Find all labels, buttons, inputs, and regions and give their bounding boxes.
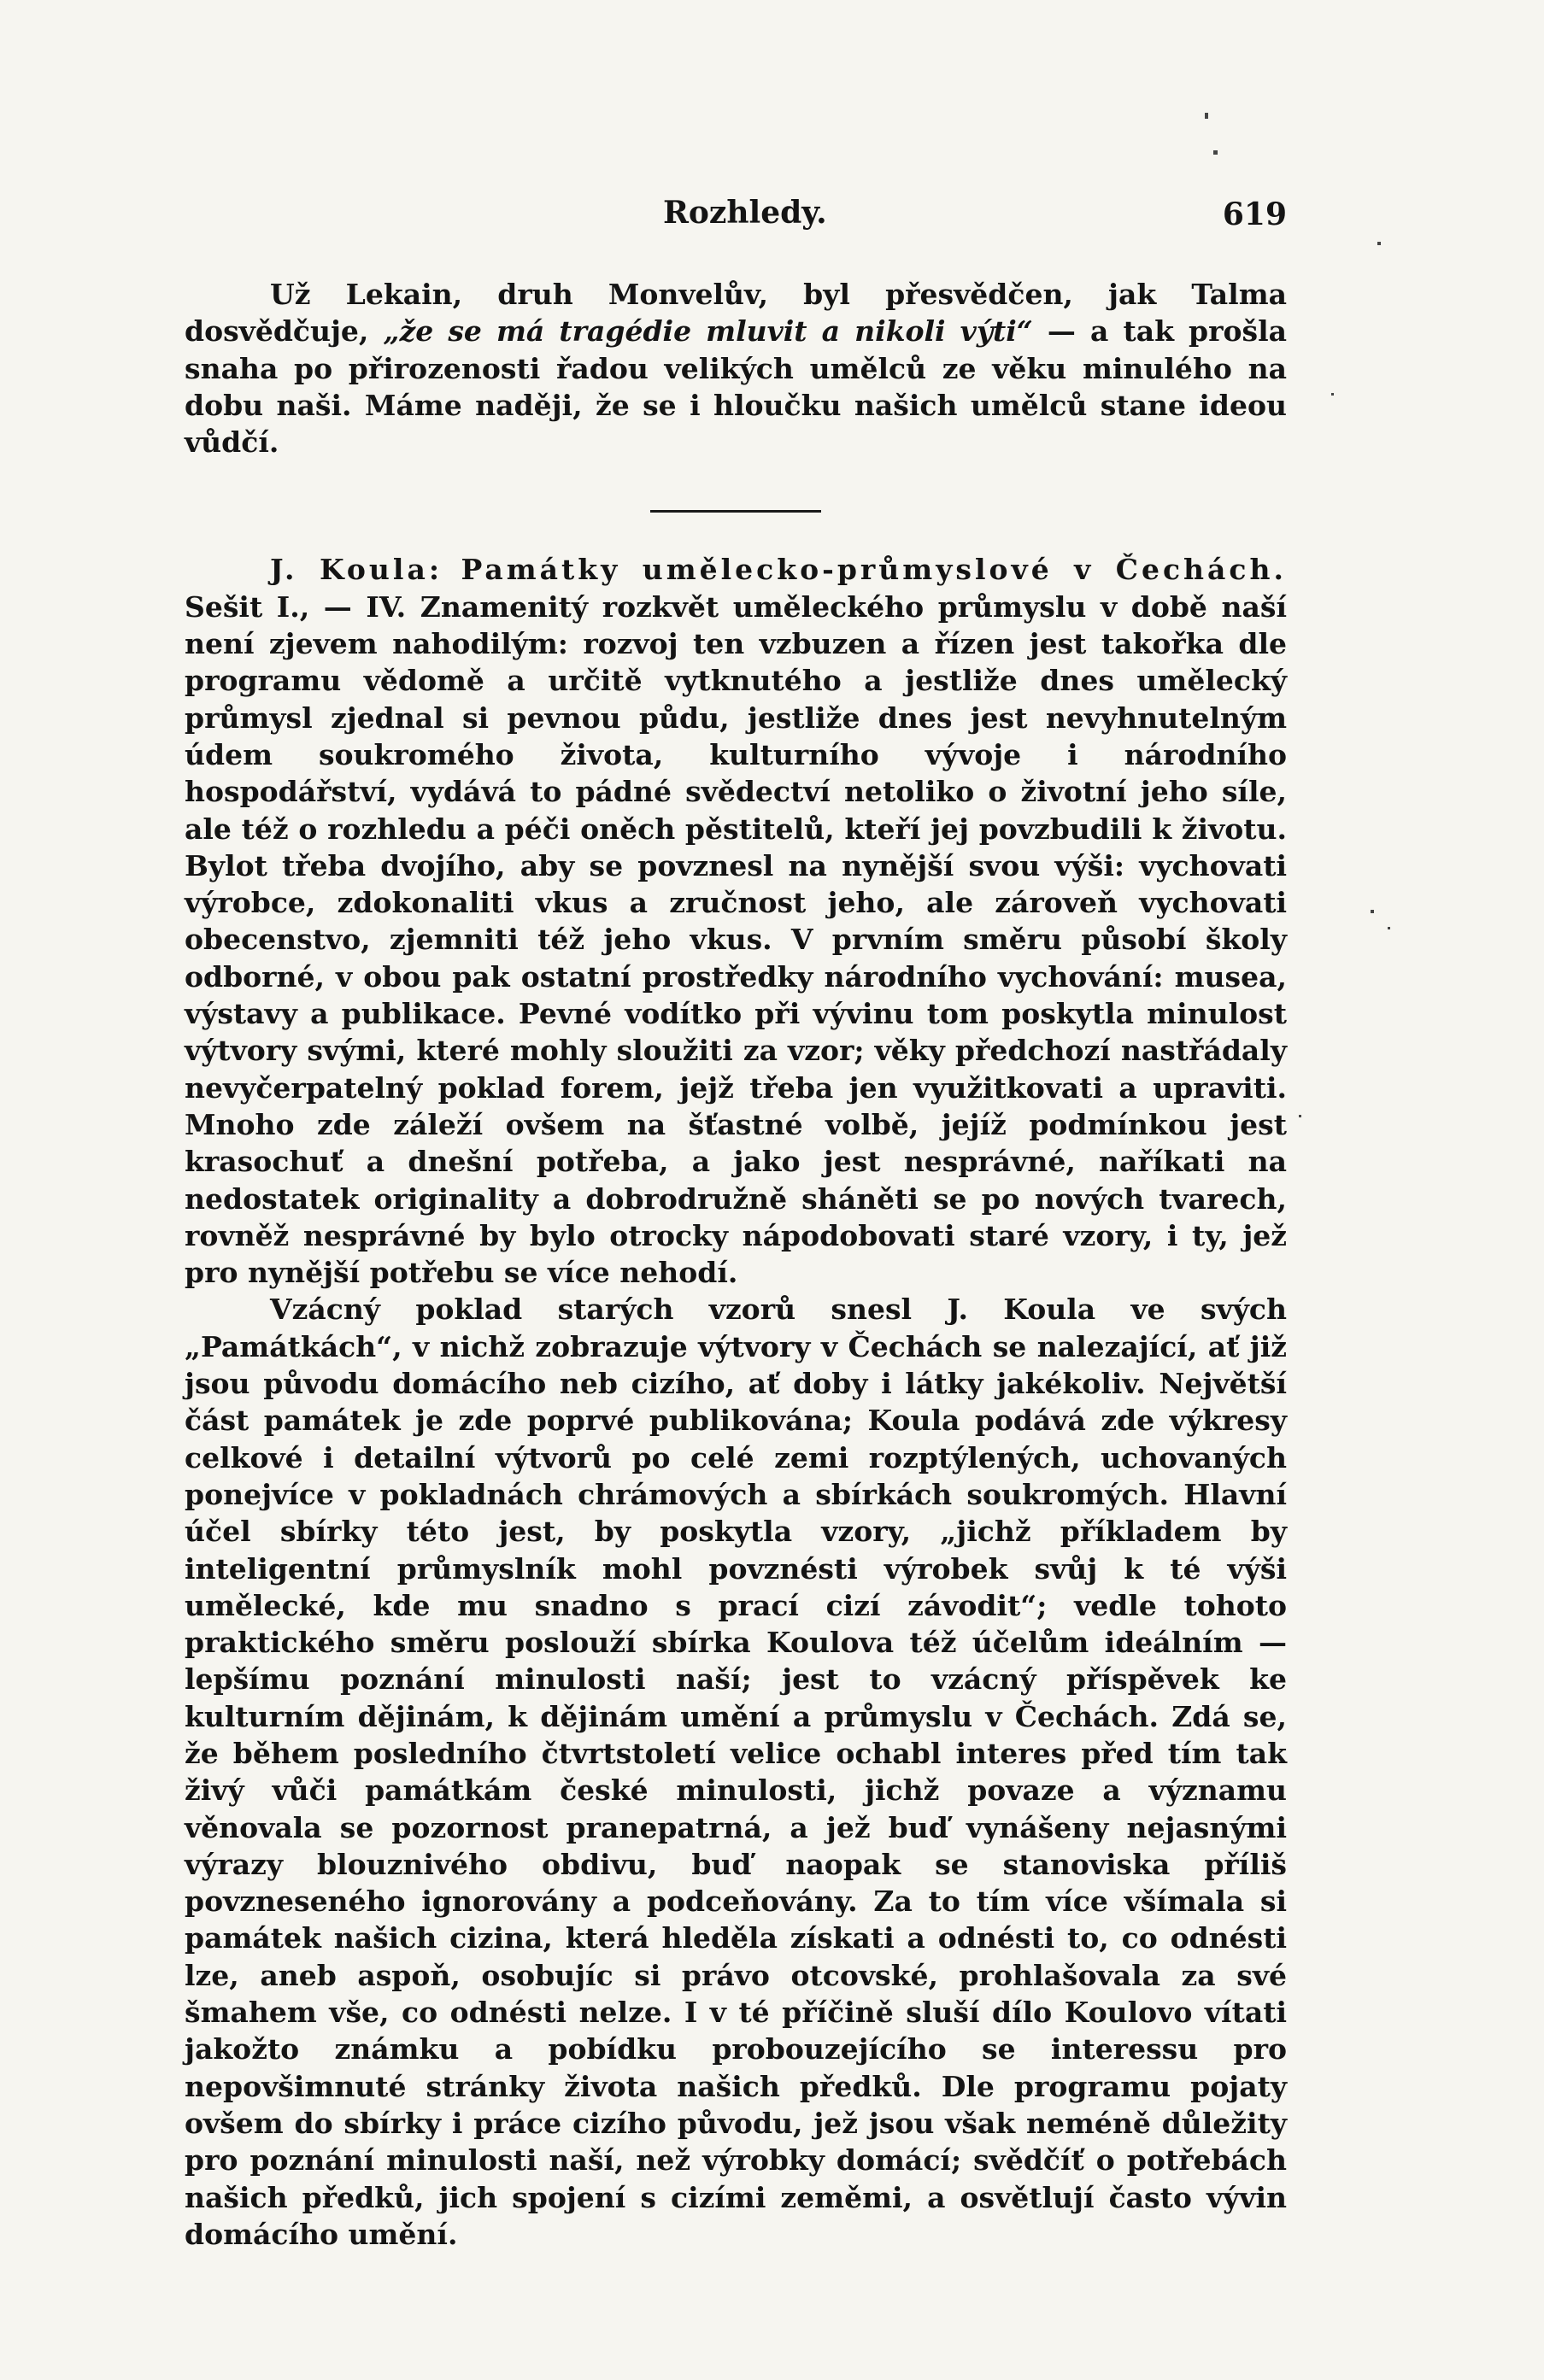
review-author: J. Koula: xyxy=(270,553,443,587)
section-divider xyxy=(650,510,821,513)
review-body: Znamenitý rozkvět uměleckého průmyslu v době naší není zjevem nahodilým: rozvoj ten vzbuzen a řízen jest takořka dle programu vědomě a určitě vytknutého a jestliže dnes umělecký průmysl zjednal si pevnou půdu, jestliže dnes jest nevyhnutelným údem soukromého života, kulturního vývoje i národního hospodářství, vydává to pádné svědectví netoliko o životní jeho síle, ale též o rozhledu a péči oněch pěstitelů, kteří jej povzbudili k životu. Bylot třeba dvojího, aby se povznesl na nynější svou výši: vychovati výrobce, zdokonaliti vkus a zručnost jeho, ale zároveň vychovati obecenstvo, zjemniti též jeho vkus. V prvním směru působí školy odborné, v obou pak ostatní prostředky národního vychování: musea, výstavy a publikace. Pevné vodítko při vývinu tom poskytla minulost výtvory svými, které mohly sloužiti za vzor; věky předchozí nastřádaly nevyčerpatelný poklad forem, jejž třeba jen využitkovati a upraviti. Mnoho zde záleží ovšem na šťastné volbě, jejíž podmínkou jest krasochuť a dnešní potřeba, a jako jest nesprávné, naříkati na nedostatek originality a dobrodružně sháněti se po nových tvarech, rovněž nesprávné by bylo otrocky nápodobovati staré vzory, i ty, jež pro nynější potřebu se více nehodí. xyxy=(185,589,1287,1290)
paragraph-lekain-lead: Už Lekain, druh Monvelův, byl přesvědčen, jak Talma dosvědčuje, xyxy=(185,278,1287,349)
scan-speck xyxy=(1213,150,1218,155)
scan-speck xyxy=(1299,1115,1301,1117)
paragraph-lekain-rest: — a tak prošla snaha po přirozenosti řadou velikých umělců ze věku minulého na dobu naši. Máme naději, že se i hloučku našich umělců stane ideou vůdčí. xyxy=(185,314,1287,460)
page-header xyxy=(185,195,1287,237)
scan-speck xyxy=(1331,393,1334,396)
paragraph-koula-review xyxy=(185,551,1287,1291)
paragraph-treasure: Vzácný poklad starých vzorů snesl J. Koula ve svých „Památkách“, v nichž zobrazuje výtvory v Čechách se nalezající, ať již jsou původu domácího neb cizího, ať doby i látky jakékoliv. Největší část památek je zde poprvé publikována; Koula podává zde výkresy celkové i detailní výtvorů po celé zemi rozptýlených, uchovaných ponejvíce v pokladnách chrámových a sbírkách soukromých. Hlavní účel sbírky této jest, by poskytla vzory, „jichž příkladem by inteligentní průmyslník mohl povznésti výrobek svůj k té výši umělecké, kde mu snadno s prací cizí závodit“; vedle tohoto praktického směru poslouží sbírka Koulova též účelům ideálním — lepšímu poznání minulosti naší; jest to vzácný příspěvek ke kulturním dějinám, k dějinám umění a průmyslu v Čechách. Zdá se, že během posledního čtvrtstoletí velice ochabl interes před tím tak živý vůči památkám české minulosti, jichž povaze a významu věnovala se pozornost pranepatrná, a jež buď vynášeny nejasnými výrazy blouznivého obdivu, buď naopak se stanoviska příliš povzneseného ignorovány a podceňovány. Za to tím více všímala si památek našich cizina, která hleděla získati a odnésti to, co odnésti lze, aneb aspoň, osobujíc si právo otcovské, prohlašovala za své šmahem vše, co odnésti nelze. I v té příčině sluší dílo Koulovo vítati jakožto známku a pobídku probouzejícího se interessu pro nepovšimnuté stránky života našich předků. Dle programu pojaty ovšem do sbírky i práce cizího původu, jež jsou však neméně důležity pro poznání minulosti naší, než výrobky domácí; svědčíť o potřebách našich předků, jich spojení s cizími zeměmi, a osvětlují často vývin domácího umění. xyxy=(185,1293,1287,2251)
scan-speck xyxy=(1371,910,1374,913)
running-title: Rozhledy. xyxy=(663,195,827,231)
page-number: 619 xyxy=(1222,196,1287,232)
review-issues: Sešit I., — IV. xyxy=(185,589,407,624)
paragraph-lekain xyxy=(185,276,1287,460)
review-work-title: Památky umělecko-průmyslové v Čechách. xyxy=(461,553,1287,587)
scan-speck xyxy=(1377,242,1381,245)
scan-speck xyxy=(1205,113,1208,119)
scan-speck xyxy=(1388,927,1390,929)
tragedy-quote: „že se má tragédie mluvit a nikoli výti“ xyxy=(383,314,1033,349)
body-text xyxy=(185,276,1287,2253)
